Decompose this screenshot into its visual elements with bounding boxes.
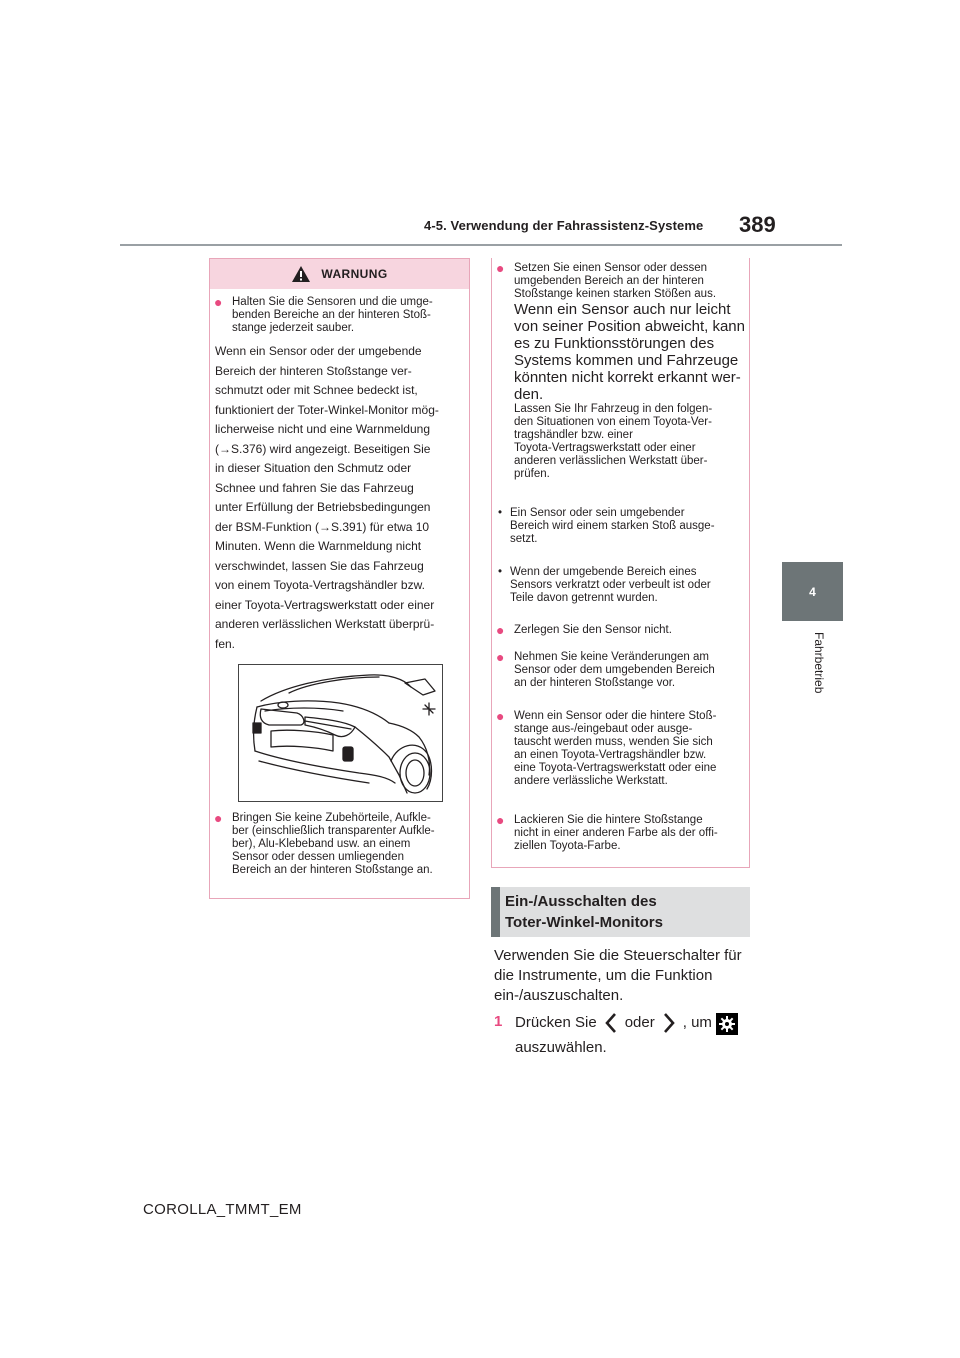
text-line: benden Bereiche an der hinteren Stoß- (232, 309, 431, 321)
text-line: Sensors verkratzt oder verbeult ist oder (510, 579, 711, 591)
text-line: nicht in einer anderen Farbe als der offi- (514, 827, 718, 839)
text-line: Zerlegen Sie den Sensor nicht. (514, 624, 672, 636)
text-line: Sensor oder dessen umliegenden (232, 851, 404, 863)
text-line: Sensor oder dem umgebenden Bereich (514, 664, 715, 676)
text-line: eine Toyota-Vertragswerkstatt oder eine (514, 762, 717, 774)
warning-title: WARNUNG (321, 267, 388, 281)
right-subbullet-1 (498, 507, 715, 546)
text-line: Wenn ein Sensor oder die hintere Stoß- (514, 710, 717, 722)
bullet-dot-icon: ● (496, 708, 505, 724)
text-line: Ein Sensor oder sein umgebender (510, 507, 685, 519)
text-line: tauscht werden muss, wenden Sie sich (514, 736, 713, 748)
step-text: auszuwählen. (515, 1039, 607, 1056)
footer-model-code: COROLLA_TMMT_EM (143, 1201, 302, 1218)
text-line: Bereich wird einem starken Stoß ausge- (510, 520, 715, 532)
text-line: Halten Sie die Sensoren und die umge- (232, 296, 433, 308)
warning-paragraph (215, 342, 439, 654)
text-line: andere verlässliche Werkstatt. (514, 775, 668, 787)
bullet-dot-icon: ● (496, 622, 505, 638)
sub-bullet-icon: • (498, 566, 503, 578)
text-line: es zu Funktionsstörungen des (514, 335, 715, 352)
settings-gear-icon (716, 1013, 738, 1035)
text-line: (→S.376) wird angezeigt. Beseitigen Sie (215, 441, 431, 456)
page-number: 389 (739, 212, 776, 237)
text-line: licherweise nicht und eine Warnmeldung (215, 422, 431, 436)
text-line: in dieser Situation den Schmutz oder (215, 461, 412, 475)
text-line: ber), Alu-Klebeband usw. an einem (232, 838, 411, 850)
text-line: Stoßstange keinen starken Stößen aus. (514, 288, 717, 300)
bullet-dot-icon: ● (214, 810, 223, 826)
right-subbullet-2 (498, 566, 711, 605)
text-line: verschwindet, lassen Sie das Fahrzeug (215, 558, 424, 573)
text-line: Wenn ein Sensor oder der umgebende (215, 344, 422, 358)
text-line: stange jederzeit sauber. (232, 322, 355, 334)
text-line: Bringen Sie keine Zubehörteile, Aufkle- (232, 812, 431, 824)
text-line: ber (einschließlich transparenter Aufkle- (232, 825, 435, 837)
chapter-tab[interactable] (782, 562, 843, 621)
text-line: Wenn der umgebende Bereich eines (510, 566, 697, 578)
text-line: könnten nicht korrekt erkannt wer- (514, 369, 741, 386)
section-heading (491, 887, 750, 937)
text-line: funktioniert der Toter-Winkel-Monitor mög- (215, 402, 439, 417)
right-bullet-3 (496, 651, 715, 690)
text-line: Teile davon getrennt wurden. (510, 592, 658, 604)
text-line: Setzen Sie einen Sensor oder dessen (514, 262, 708, 274)
chapter-number: 4 (809, 584, 816, 599)
bullet-dot-icon: ● (496, 649, 505, 665)
text-line: Lackieren Sie die hintere Stoßstange (514, 814, 703, 826)
text-line: Bereich an der hinteren Stoßstange an. (232, 864, 433, 876)
section-body (494, 946, 742, 1006)
section-heading-bar (491, 887, 500, 937)
text-line: der BSM-Funktion (→S.391) für etwa 10 (215, 519, 430, 534)
car-rear-icon (239, 665, 442, 801)
text-line: fen. (215, 636, 236, 651)
text-line: anderen verlässlichen Werkstatt über- (514, 455, 708, 467)
text-line: ziellen Toyota-Farbe. (514, 840, 621, 852)
text-line: Systems kommen und Fahrzeuge (514, 352, 739, 369)
text-line: stange aus-/eingebaut oder ausge- (514, 723, 693, 735)
chapter-label: Fahrbetrieb (812, 632, 826, 694)
warning-triangle-icon (291, 265, 311, 283)
text-line: anderen verlässlichen Werkstatt überprü- (215, 617, 435, 631)
right-bullet-2 (496, 624, 672, 637)
text-line: umgebenden Bereich an der hinteren (514, 275, 704, 287)
text-line: Ein-/Ausschalten des (505, 893, 657, 910)
step-number: 1 (494, 1013, 503, 1030)
section-header: 4-5. Verwendung der Fahrassistenz-Systeme (424, 218, 704, 233)
warning-bullet-2 (214, 812, 435, 877)
text-line: an der hinteren Stoßstange vor. (514, 677, 676, 689)
text-line: Wenn ein Sensor auch nur leicht (514, 301, 731, 318)
bullet-dot-icon: ● (214, 294, 223, 310)
right-bullet-1 (496, 262, 745, 481)
text-line: Schnee und fahren Sie das Fahrzeug (215, 480, 414, 495)
chevron-right-icon (661, 1012, 677, 1034)
bullet-dot-icon: ● (496, 812, 505, 828)
text-line: von seiner Position abweicht, kann (514, 318, 745, 335)
text-line: Toter-Winkel-Monitors (505, 914, 663, 931)
step-instruction (515, 1012, 738, 1034)
step-text: , um (682, 1014, 712, 1031)
text-line: den Situationen von einem Toyota-Ver- (514, 416, 712, 428)
text-line: tragshändler bzw. einer (514, 429, 633, 441)
step-text: Drücken Sie (515, 1014, 597, 1031)
text-line: von einem Toyota-Vertragshändler bzw. (215, 578, 425, 592)
bullet-dot-icon: ● (496, 260, 505, 276)
text-line: einer Toyota-Vertragswerkstatt oder einer (215, 597, 435, 612)
chevron-left-icon (603, 1012, 619, 1034)
sub-bullet-icon: • (498, 507, 503, 519)
text-line: Bereich der hinteren Stoßstange ver- (215, 363, 412, 378)
step-text: oder (624, 1014, 655, 1031)
text-line: schmutzt oder mit Schnee bedeckt ist, (215, 383, 418, 397)
text-line: die Instrumente, um die Funktion (494, 967, 713, 984)
warning-bullet-1 (214, 296, 433, 335)
right-bullet-5 (496, 814, 718, 853)
text-line: prüfen. (514, 468, 550, 480)
right-bullet-4 (496, 710, 716, 788)
text-line: Verwenden Sie die Steuerschalter für (494, 947, 742, 964)
text-line: setzt. (510, 533, 538, 545)
text-line: ein-/auszuschalten. (494, 987, 624, 1004)
text-line: Toyota-Vertragswerkstatt oder einer (514, 442, 696, 454)
text-line: Lassen Sie Ihr Fahrzeug in den folgen- (514, 403, 713, 415)
text-line: Minuten. Wenn die Warnmeldung nicht (215, 539, 422, 553)
header-divider (120, 244, 842, 246)
text-line: den. (514, 386, 544, 403)
section-heading-title (505, 891, 663, 933)
warning-header (210, 259, 469, 289)
text-line: an einen Toyota-Vertragshändler bzw. (514, 749, 707, 761)
rear-bumper-illustration (238, 664, 443, 802)
text-line: Nehmen Sie keine Veränderungen am (514, 651, 709, 663)
text-line: unter Erfüllung der Betriebsbedingungen (215, 500, 431, 514)
